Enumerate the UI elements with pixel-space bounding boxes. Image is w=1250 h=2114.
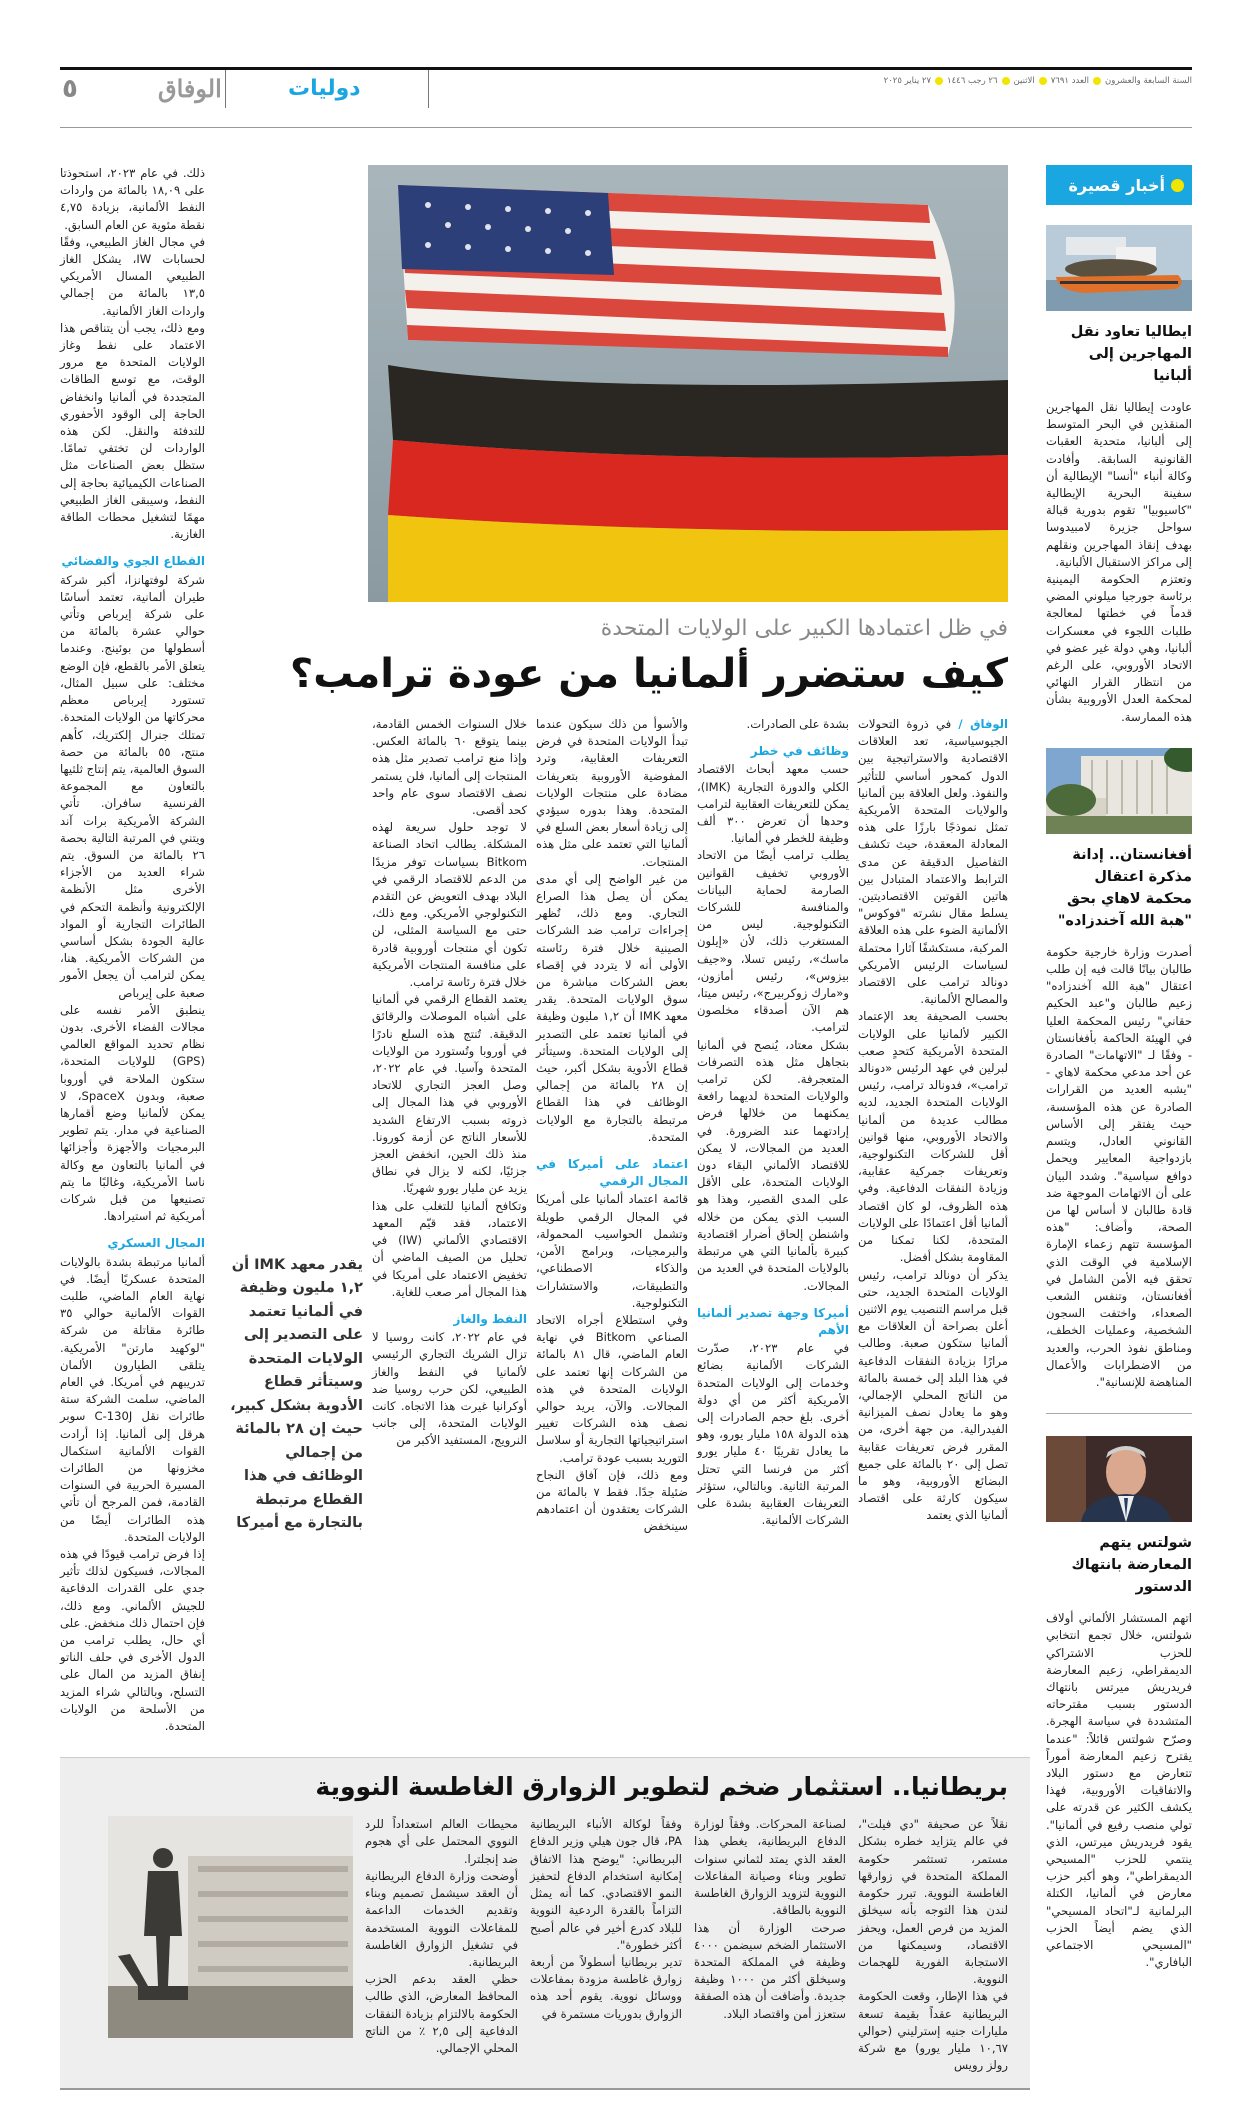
header-divider — [225, 70, 226, 108]
sidebar-story-headline[interactable]: ايطاليا تعاود نقل المهاجرين إلى ألبانيا — [1070, 324, 1192, 384]
sidebar-title: أخبار قصيرة — [1068, 175, 1165, 195]
sidebar-story — [1046, 748, 1192, 1391]
paragraph — [536, 1191, 688, 1311]
paragraph — [697, 716, 849, 733]
bottom-story-column — [530, 1816, 682, 2022]
paragraph-text: من غير الواضح إلى أي مدى يمكن أن يصل هذا الصراع التجاري. ومع ذلك، تُظهر إجراءات ترامب ضد الشركات الصينية خلال فترة رئاسته الأولى أنه لا يتردد في إقصاء بعض الشركات مباشرة من سوق الولايات المتحدة. يقدر معهد IMK أن ١,٢ مليون وظيفة في ألمانيا تعتمد على التصدير إلى الولايات المتحدة. وسيتأثر قطاع الأدوية بشكل أكبر، حيث إن ٢٨ بالمائة من إجمالي الوظائف في هذا القطاع مرتبطة بالتجارة مع الولايات المتحدة. — [536, 871, 688, 1144]
paragraph — [858, 1988, 1008, 2074]
paragraph — [697, 847, 849, 1036]
sidebar — [1046, 165, 1192, 1993]
dot-icon — [935, 77, 943, 85]
dateline — [884, 76, 1192, 86]
paragraph-text: ذلك. في عام ٢٠٢٣، استحوذتا على ١٨,٠٩ بالمائة من واردات النفط الألمانية، بزيادة ٤,٧٥ نقطة مئوية عن العام السابق. — [60, 166, 205, 232]
paragraph-text: ينطبق الأمر نفسه على مجالات الفضاء الأخرى. بدون نظام تحديد المواقع العالمي (GPS) للولايات المتحدة، ستكون الملاحة في أوروبا صعبة، وبدون SpaceX، لا يمكن لألمانيا وضع أقمارها الصناعية في مدار. يتم تطوير البرمجيات والأجهزة وأجزائها في ألمانيا بالتعاون مع وكالة ناسا الأمريكية، وغالبًا ما يتم تصنيعها من قبل شركات أمريكية ثم استيرادها. — [60, 1002, 205, 1224]
paragraph-text: في هذا الإطار، وقعت الحكومة البريطانية عقداً بقيمة تسعة مليارات جنيه إسترليني (حوالي ١٠,٦٧ مليار يورو) مع شركة رولز رويس — [858, 1989, 1008, 2073]
dot-icon — [1039, 77, 1047, 85]
paragraph — [60, 1002, 205, 1226]
paragraph-text: لا توجد حلول سريعة لهذه المشكلة. يطالب اتحاد الصناعة Bitkom بسياسات توفر مزيدًا من الدعم للاقتصاد الرقمي في البلاد بهدف التعويض عن التقدم التكنولوجي الأمريكي. ومع ذلك، حتى مع السياسة المثلى، لن تكون أي منتجات أوروبية قادرة على منافسة المنتجات الأمريكية خلال فترة رئاسة ترامب. — [372, 820, 527, 990]
paragraph — [536, 1467, 688, 1536]
paragraph-text: بشكل معتاد، يُنصح في ألمانيا بتجاهل مثل هذه التصرفات المتعجرفة. لكن ترامب والولايات المتحدة لديهما رافعة يمكنهما من خلالها فرض إرادتهما عند الضرورة. في العديد من المجالات، لا يمكن للاقتصاد الألماني البقاء دون الولايات المتحدة، على الأقل على المدى القصير، وهذا هو السبب الذي يمكن من خلاله واشنطن إلحاق أضرار اقتصادية كبيرة بألمانيا التي هي مرتبطة بالولايات المتحدة في العديد من المجالات. — [697, 1037, 849, 1293]
paragraph — [365, 1971, 518, 2057]
sidebar-story-body — [1046, 1610, 1192, 1971]
sidebar-story-body — [1046, 399, 1192, 726]
paragraph-text: حسب معهد أبحاث الاقتصاد الكلي والدورة التجارية (IMK)، يمكن للتعريفات العقابية لترامب وحدها أن تعرض ٣٠٠ ألف وظيفة للخطر في ألمانيا. — [697, 762, 849, 846]
dot-icon — [1171, 179, 1184, 192]
header-top-rule — [60, 67, 1192, 70]
paragraph-text: في عام ٢٠٢٣، صدّرت الشركات الألمانية بضائع وخدمات إلى الولايات المتحدة الأمريكية أكثر من أي دولة أخرى. بلغ حجم الصادرات إلى هذه الدولة ١٥٨ مليار يورو، وهو ما يعادل تقريبًا ٤٠ مليار يورو أكثر من فرنسا التي تحتل المرتبة الثانية. وبالتالي، ستؤثر التعريفات العقابية بشدة على الشركات الألمانية. — [697, 1341, 849, 1528]
paragraph — [858, 1816, 1008, 1988]
paragraph — [60, 572, 205, 1002]
paragraph-text: في عام ٢٠٢٢، كانت روسيا لا تزال الشريك التجاري الرئيسي لألمانيا في النفط والغاز الطبيعي، لكن حرب روسيا ضد أوكرانيا غيرت هذا الاتجاه. كانت الولايات المتحدة، إلى جانب النرويج، المستفيد الأكبر من — [372, 1330, 527, 1448]
paragraph — [858, 1267, 1008, 1525]
paragraph — [536, 871, 688, 1146]
paragraph — [858, 1008, 1008, 1266]
header-bottom-rule — [60, 127, 1192, 128]
sidebar-story — [1046, 1436, 1192, 1971]
bottom-story-headline: بريطانيا.. استثمار ضخم لتطوير الزوارق الغاطسة النووية — [315, 1772, 1008, 1802]
article-kicker: في ظل اعتمادها الكبير على الولايات المتحدة — [600, 616, 1008, 641]
paragraph-text: ألمانيا مرتبطة بشدة بالولايات المتحدة عسكريًا أيضًا. في نهاية العام الماضي، طلبت القوات الألمانية حوالي ٣٥ طائرة مقاتلة من شركة "لوكهيد مارتن" الأمريكية. يتلقى الطيارون الألمان تدريبهم في أمريكا. في العام الماضي، سلمت الشركة ستة طائرات نقل C-130J سوبر هرقل إلى ألمانيا. إذا أرادت القوات الألمانية استكمال مخزونها من الطائرات المسيرة الحربية في السنوات القادمة، فمن المرجح أن تأتي هذه الطائرات أيضًا من الولايات المتحدة. — [60, 1254, 206, 1544]
paragraph — [858, 716, 1008, 1008]
subheading: القطاع الجوي والفضائي — [61, 554, 205, 569]
migrant-boat-photo — [1046, 225, 1192, 311]
us-flag — [398, 185, 955, 357]
article-column — [60, 165, 205, 1735]
bottom-story-column — [694, 1816, 846, 2022]
dateline-gregorian: ٢٧ يناير ٢٠٢٥ — [883, 76, 932, 86]
subheading: المجال العسكري — [107, 1236, 205, 1251]
paragraph-text: وتكافح ألمانيا للتغلب على هذا الاعتماد، فقد قيّم المعهد الاقتصادي الألماني (IW) في تحليل من الصيف الماضي أن تخفيض الاعتماد على أمريكا في هذا المجال أمر صعب للغاية. — [372, 1198, 527, 1299]
paragraph — [530, 1954, 682, 2023]
subheading: وظائف في خطر — [750, 744, 849, 759]
court-building-photo — [1046, 748, 1192, 834]
dot-icon — [1002, 77, 1010, 85]
paragraph — [536, 716, 688, 871]
sidebar-story-body — [1046, 944, 1192, 1391]
page-number: ٥ — [62, 74, 78, 104]
paragraph-text: يعتمد القطاع الرقمي في ألمانيا على أشباه الموصلات والرقائق الدقيقة. تُنتج هذه السلع نادرًا في أوروبا وتُستورد من الولايات المتحدة وآسيا. في عام ٢٠٢٢، وصل العجز التجاري للاتحاد الأوروبي في هذا المجال إلى ذروته بسبب الارتفاع الشديد للأسعار الناتج عن أزمة كورونا. منذ ذلك الحين، انخفض العجز جزئيًا، لكنه لا يزال في نطاق يزيد عن مليار يورو شهريًا. — [372, 992, 527, 1196]
main-content — [60, 165, 1030, 2090]
paragraph-text: حظي العقد بدعم الحزب المحافظ المعارض، الذي طالب الحكومة بالالتزام بزيادة النفقات الدفاعية إلى ٢,٥ ٪ من الناتج المحلي الإجمالي. — [365, 1972, 518, 2055]
article-column — [697, 716, 849, 1536]
paragraph — [372, 1329, 527, 1449]
sidebar-title-box — [1046, 165, 1192, 205]
paragraph-text: يذكر أن دونالد ترامب، رئيس الولايات المتحدة الجديد، حتى قبل مراسم التنصيب يوم الاثنين أعلن بصراحة أن العلاقات مع ألمانيا ستكون صعبة. وطالب مرارًا بزيادة النفقات الدفاعية في هذا البلد إلى خمسة بالمائة من الناتج المحلي الإجمالي، وهو ما يعادل نصف الميزانية الفيدرالية. من جهة أخرى، من المقرر فرض تعريفات عقابية تصل إلى ٢٠ بالمائة على جميع البضائع الأوروبية، وهو ما سيكون كارثة على اقتصاد ألمانيا الذي يعتمد — [858, 1267, 1008, 1523]
subheading: أميركا وجهة تصدير ألمانيا الأهم — [697, 1305, 849, 1337]
paragraph-text: بشدة على الصادرات. — [746, 717, 849, 731]
paragraph — [697, 1037, 849, 1295]
paragraph — [60, 234, 205, 320]
paragraph — [60, 1546, 205, 1735]
bottom-story-column — [858, 1816, 1008, 2074]
paragraph-text: في مجال الغاز الطبيعي، وفقًا لحسابات IW، يشكل الغاز الطبيعي المسال الأمريكي ١٣,٥ بالمائة من إجمالي واردات الغاز الألمانية. — [60, 234, 205, 318]
dateline-year: السنة السابعة والعشرون — [1105, 76, 1192, 86]
paragraph-text: والأسوأ من ذلك سيكون عندما تبدأ الولايات المتحدة في فرض التعريفات العقابية، وترد المفوضية الأوروبية بتعريفات مضادة على منتجات الولايات المتحدة. وهذا بدوره سيؤدي إلى زيادة أسعار بعض السلع في ألمانيا التي تعتمد على مثل هذه المنتجات. — [536, 717, 688, 869]
header-divider — [428, 70, 429, 108]
byline: الوفاق / — [958, 717, 1009, 731]
paragraph: اتهم المستشار الألماني أولاف شولتس، خلال تجمع انتخابي للحزب الاشتراكي الديمقراطي، زعيم المعارضة فريدريش ميرتس بانتهاك الدستور بسبب مقترحاته المتشددة في سياسة الهجرة. وصرّح شولتس قائلاً: "عندما يقترح زعيم المعارضة أموراً تتعارض مع دستور البلاد والاتفاقيات الأوروبية، فهذا يكشف الكثير عن قدرته على تولي منصب رفيع في ألمانيا". يقود فريدريش ميرتس، الذي ينتمي للحزب "المسيحي الديمقراطي"، وهو أكبر حزب معارض في ألمانيا، الكتلة البرلمانية لـ"اتحاد المسيحي" الذي يضم أيضاً الحزب "المسيحي الاجتماعي البافاري". — [1046, 1611, 1192, 1970]
sidebar-story — [1046, 225, 1192, 726]
subheading: اعتماد على أميركا في المجال الرقمي — [536, 1157, 688, 1189]
page-body — [60, 165, 1192, 2114]
paragraph — [694, 1920, 846, 2023]
paragraph — [694, 1816, 846, 1919]
article-column — [372, 716, 527, 1536]
paragraph: عاودت إيطاليا نقل المهاجرين المنقذين في البحر المتوسط إلى ألبانيا، متحدية العقبات القانونية السابقة. وأفادت وكالة أنباء "أنسا" الإيطالية أن سفينة البحرية الإيطالية "كاسيوبيا" تقوم بدورية قبالة سواحل جزيرة لامبيدوسا بهدف إنقاذ المهاجرين ونقلهم إلى مراكز الاستقبال الألبانية. — [1046, 400, 1192, 569]
paragraph-text: في ذروة التحولات الجيوسياسية، تعد العلاقات الاقتصادية والاستراتيجية بين الدول كمحور أساسي للتأثير والنفوذ. ولعل العلاقة بين ألمانيا والولايات المتحدة الأمريكية تمثل نموذجًا بارزًا على هذه المعادلة المعقدة، حيث تكشف التفاصيل الدقيقة عن مدى الترابط والاعتماد المتبادل بين هاتين القوتين الاقتصاديتين. يسلط مقال نشرته "فوكوس" الألمانية الضوء على هذه العلاقة المركبة، مستكشفًا آثارا محتملة لسياسات الرئيس الأمريكي دونالد ترامب على الاقتصاد والمصالح الألمانية. — [858, 717, 1008, 1007]
bottom-story-box — [60, 1757, 1030, 2090]
paragraph — [60, 165, 205, 234]
paragraph-text: شركة لوفتهانزا، أكبر شركة طيران ألمانية، تعتمد أساسًا على شركة إيرباص وتأتي حوالي عشرة بالمائة من أسطولها من بوئينج. وعندما يتعلق الأمر بالقطع، فإن الوضع مختلف: على سبيل المثال، تستورد إيرباص معظم محركاتها من الولايات المتحدة. تمتلك جنرال إلكتريك، كأهم منتج، ٥٥ بالمائة من حصة السوق العالمية، يتم إنتاج ثلثيها بالتعاون مع المجموعة الفرنسية سافران. تأتي الشركة الأمريكية برات آند ويتني في المرتبة التالية بحصة ٢٦ بالمائة من السوق. يتم شراء العديد من الأجزاء الأخرى مثل الأنظمة الإلكترونية وأنظمة التحكم في الطائرات التجارية أو المواد عالية الجودة بشكل أساسي من الشركات الأمريكية. هنا، يمكن لترامب أن يجعل الأمور صعبة على إيرباص — [60, 572, 206, 1000]
main-article — [60, 165, 1030, 1735]
paragraph — [372, 716, 527, 819]
german-flag — [388, 365, 1008, 602]
paragraph-text: قائمة اعتماد ألمانيا على أمريكا في المجال الرقمي طويلة وتشمل الحواسيب المحمولة، والبرمجيات، وبرامج الأمن، والذكاء الاصطناعي، والتطبيقات، والاستشارات التكنولوجية. — [536, 1192, 688, 1310]
paragraph — [60, 320, 205, 544]
article-column — [858, 716, 1008, 1536]
paragraph-text: وفي استطلاع أجراه الاتحاد الصناعي Bitkom في نهاية العام الماضي، قال ٨١ بالمائة من الشركات إنها تعتمد على الولايات المتحدة في هذه المجالات. والآن، يريد حوالي نصف هذه الشركات تغيير استراتيجياتها التجارية أو سلاسل التوريد بسبب عودة ترامب. — [536, 1312, 689, 1465]
paragraph — [372, 991, 527, 1197]
statue-photo — [108, 1816, 353, 2038]
newspaper-logo: الوفاق — [158, 74, 222, 103]
article-headline: كيف ستضرر ألمانيا من عودة ترامب؟ — [289, 651, 1008, 697]
sidebar-story-headline[interactable]: شولتس يتهم المعارضة بانتهاك الدستور — [1071, 1535, 1192, 1596]
paragraph-text: يطلب ترامب أيضًا من الاتحاد الأوروبي تخفيف القوانين الصارمة لحماية البيانات والمنافسة للشركات التكنولوجية. ليس من المستغرب ذلك، لأن «إيلون ماسك»، رئيس تسلا، و«جيف بيزوس»، رئيس أمازون، و«مارك زوكربيرج»، رئيس ميتا، هم الآن أصدقاء مخلصون لترامب. — [697, 848, 849, 1035]
article-columns — [215, 716, 1008, 1536]
article-column — [536, 716, 688, 1536]
dateline-hijri: ٢٦ رجب ١٤٤٦ — [947, 76, 998, 86]
paragraph-text: تدير بريطانيا أسطولاً من أربعة زوارق غاطسة مزودة بمفاعلات ووسائل نووية. يقوم أحد هذه الزوارق بدوريات مستمرة في — [530, 1954, 682, 2021]
bottom-story-columns — [100, 1816, 1008, 2074]
pull-quote: يقدر معهد IMK أن ١,٢ مليون وظيفة في ألمانيا تعتمد على التصدير إلى الولايات المتحدة وسيتأثر قطاع الأدوية بشكل كبير، حيث إن ٢٨ بالمائة من إجمالي الوظائف في هذا القطاع مرتبطة بالتجارة مع أميركا — [230, 1256, 363, 1532]
paragraph: أصدرت وزارة خارجية حكومة طالبان بيانًا قالت فيه إن طلب اعتقال "هبة الله آخندزاده" زعيم طالبان و"عبد الحكيم حقاني" رئيس المحكمة العليا في الهيئة الحاكمة بأفغانستان - وفقًا لـ "الاتهامات" الصادرة عن أحد مدعي محكمة لاهاي - "يشبه العديد من القرارات الصادرة عن هذه المؤسسة، حيث يفتقر إلى الأساس القانوني العادل، ويتسم بازدواجية المعايير ويحمل دوافع سياسية". وشدد البيان على أن الاتهامات الموجهة ضد قادة طالبان لا أساس لها من الصحة، وأضاف: "هذه المؤسسة تتهم زعماء الإمارة الإسلامية في الوقت الذي تحقق فيه الأمن الشامل في أفغانستان، وتنفس الشعب الصعداء، واختفت السجون الشخصية، وعمليات الخطف، ومناطق نفوذ الحرب، والعديد من الاضطرابات والأعمال المناهضة للإنسانية". — [1046, 944, 1192, 1389]
paragraph — [372, 1198, 527, 1301]
paragraph-text: صرحت الوزارة أن هذا الاستثمار الضخم سيضمن ٤٠٠٠ وظيفة في المملكة المتحدة وسيخلق أكثر من ١٠٠٠ وظيفة جديدة. وأضافت أن هذه الصفقة ستعزز أمن واقتصاد البلاد. — [694, 1920, 847, 2021]
paragraph-text: محيطات العالم استعداداً للرد النووي المحتمل على أي هجوم ضد إنجلترا. — [365, 1817, 518, 1866]
sidebar-divider — [1046, 1413, 1192, 1414]
paragraph-text: لصناعة المحركات. وفقاً لوزارة الدفاع البريطانية، يغطي هذا العقد الذي يمتد لثماني سنوات تطوير وبناء وصيانة المفاعلات النووية لتزويد الزوارق الغاطسة النووية بالطاقة. — [694, 1817, 846, 1918]
paragraph-text: أوضحت وزارة الدفاع البريطانية أن العقد سيشمل تصميم وبناء وتقديم الخدمات الداعمة للمفاعلات النووية المستخدمة في تشغيل الزوارق الغاطسة البريطانية. — [365, 1868, 518, 1969]
sidebar-story-headline[interactable]: أفغانستان.. إدانة مذكرة اعتقال محكمة لاهاي بحق "هبة الله آخندزاده" — [1057, 846, 1192, 929]
paragraph-text: ومع ذلك، فإن آفاق النجاح ضئيلة جدًا. فقط ٧ بالمائة من الشركات يعتقدون أن اعتمادهم سينخفض — [536, 1467, 688, 1534]
paragraph-text: ومع ذلك، يجب أن يتناقص هذا الاعتماد على نفط وغاز الولايات المتحدة مع مرور الوقت، مع توسع الطاقات المتجددة في ألمانيا وانخفاض الحاجة إلى الوقود الأحفوري للتدفئة والنقل. لكن هذه الواردات لن تختفي تمامًا. ستظل بعض الصناعات مثل الصناعات الكيميائية بحاجة إلى النفط، وسيبقى الغاز الطبيعي مهمًا لتشغيل محطات الطاقة الغازية. — [60, 320, 205, 542]
paragraph-text: إذا فرض ترامب قيودًا في هذه المجالات، فسيكون لذلك تأثير جدي على القدرات الدفاعية للجيش الألماني. ومع ذلك، فإن احتمال ذلك منخفض. على أي حال، يطلب ترامب من الدول الأخرى في حلف الناتو إنفاق المزيد من المال على التسلح، وبالتالي شراء المزيد من الأسلحة من الولايات المتحدة. — [60, 1547, 205, 1734]
dateline-day: الاثنين — [1013, 76, 1035, 86]
paragraph: وتعتزم الحكومة اليمينية برئاسة جورجيا ميلوني المضي قدماً في خطتها لمعالجة طلبات اللجوء في معسكرات ألبانيا، وهي دولة غير عضو في الاتحاد الأوروبي، على الرغم من انتظار القرار النهائي لمحكمة العدل الأوروبية بشأن هذه الممارسة. — [1046, 572, 1192, 724]
paragraph — [60, 1254, 205, 1546]
paragraph — [365, 1816, 518, 1868]
section-title: دوليات — [288, 76, 361, 101]
paragraph-text: بحسب الصحيفة يعد الإعتماد الكبير لألمانيا على الولايات المتحدة الأمريكية كتحدٍ صعب لبرلين في عهد الرئيس «دونالد ترامب»، فدونالد ترامب، رئيس الولايات المتحدة الجديد، لديه مطالب عديدة من ألمانيا والاتحاد الأوروبي، منها قوانين أقل للشركات التكنولوجية، وتعريفات جمركية عقابية، وزيادة النفقات الدفاعية. وفي هذه الظروف، لو كان اقتصاد ألمانيا أقل اعتمادًا على الولايات المتحدة، لكنا تمكنا من المقاومة بشكل أفضل. — [858, 1009, 1008, 1265]
us-german-flags-photo — [368, 165, 1008, 602]
article-main-area — [215, 165, 1008, 1536]
dateline-issue: العدد ٧٦٩١ — [1050, 76, 1090, 86]
dot-icon — [1093, 77, 1101, 85]
scholz-photo — [1046, 1436, 1192, 1522]
paragraph-text: وفقاً لوكالة الأنباء البريطانية PA، قال جون هيلي وزير الدفاع البريطاني: "يوضح هذا الاتفاق إمكانية استخدام الدفاع لتحفيز النمو الاقتصادي. كما أنه يمثل التزاماً بالقدرة الردعية النووية للبلاد كدرع أخير في عالم أصبح أكثر خطورة". — [530, 1817, 682, 1952]
paragraph — [530, 1816, 682, 1954]
paragraph — [372, 819, 527, 991]
pull-quote-wrapper — [223, 716, 363, 1536]
paragraph — [697, 1340, 849, 1529]
paragraph — [697, 761, 849, 847]
paragraph-text: خلال السنوات الخمس القادمة، بينما يتوقع ٦٠ بالمائة العكس. وإذا منع ترامب تصدير مثل هذه المنتجات إلى ألمانيا، فلن يستمر نصف الاقتصاد سوى عام واحد كحد أقصى. — [372, 717, 527, 818]
bottom-story-column — [365, 1816, 518, 2057]
paragraph — [365, 1868, 518, 1971]
subheading: النفط والغاز — [453, 1311, 527, 1326]
paragraph — [536, 1312, 688, 1467]
paragraph-text: نقلاً عن صحيفة "دي فيلت"، في عالم يتزايد خطره بشكل مستمر، تستثمر حكومة المملكة المتحدة في زوارقها الغاطسة النووية. تبرر حكومة لندن هذا التوجه بأنه سيخلق المزيد من فرص العمل، ويحفز الاقتصاد، وسيمكنها من الاستجابة الفورية للهجمات النووية. — [858, 1817, 1008, 1987]
